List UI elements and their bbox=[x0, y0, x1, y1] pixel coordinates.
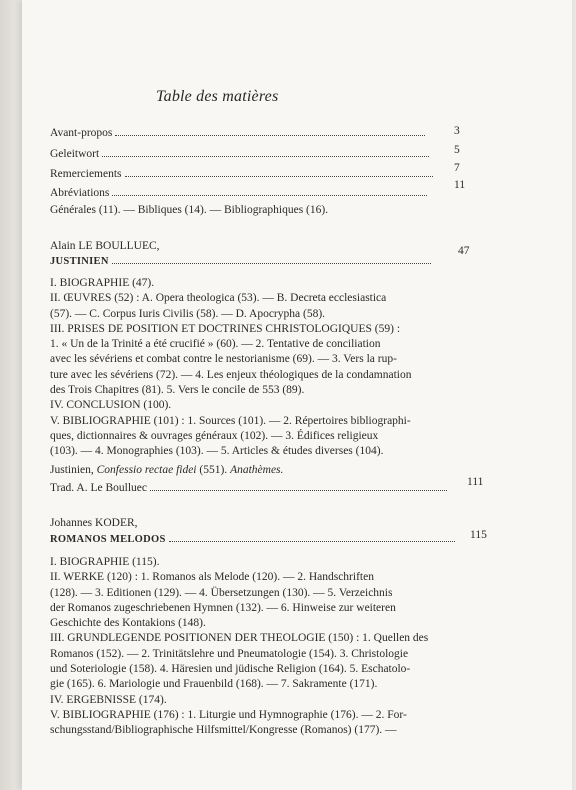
contents-line: ture avec les sévériens (72). — 4. Les enjeux théologiques de la condamnation bbox=[50, 368, 412, 381]
page-title: Table des matières bbox=[156, 88, 279, 105]
contents-line: III. PRISES DE POSITION ET DOCTRINES CHRISTOLOGIQUES (59) : bbox=[50, 322, 401, 335]
chapter-heading: JUSTINIEN bbox=[50, 256, 109, 267]
contents-line: Romanos (152). — 2. Trinitätslehre und Pneumatologie (154). 3. Christologie bbox=[50, 647, 409, 660]
leader-dots bbox=[112, 195, 427, 196]
contents-line: IV. ERGEBNISSE (174). bbox=[50, 693, 167, 706]
justinien-contents bbox=[50, 276, 440, 460]
confessio-prefix: Justinien, bbox=[50, 464, 97, 476]
toc-page: 111 bbox=[467, 476, 484, 488]
contents-line: I. BIOGRAPHIE (47). bbox=[50, 277, 155, 289]
toc-label: Trad. A. Le Boulluec bbox=[50, 482, 147, 494]
chapter-heading: ROMANOS MELODOS bbox=[50, 534, 166, 545]
contents-line: I. BIOGRAPHIE (115). bbox=[50, 556, 160, 568]
contents-line: und Soteriologie (158). 4. Häresien und jüdische Religion (164). 5. Eschatolo- bbox=[50, 663, 411, 676]
contents-line: Geschichte des Kontakions (148). bbox=[50, 617, 206, 630]
contents-line: V. BIBLIOGRAPHIE (101) : 1. Sources (101). — 2. Répertoires bibliographi- bbox=[50, 414, 411, 427]
confessio-entry bbox=[50, 463, 283, 477]
contents-line: der Romanos zugeschriebenen Hymnen (132). — 6. Hinweise zur weiteren bbox=[50, 601, 396, 614]
page-gutter bbox=[0, 0, 22, 790]
contents-line: V. BIBLIOGRAPHIE (176) : 1. Liturgie und Hymnographie (176). — 2. For- bbox=[50, 708, 407, 721]
contents-line: II. ŒUVRES (52) : A. Opera theologica (53). — B. Decreta ecclesiastica bbox=[50, 292, 387, 305]
confessio-title: Confessio rectae fidei bbox=[96, 464, 197, 476]
toc-page: 3 bbox=[454, 125, 460, 137]
toc-entry-remerciements bbox=[50, 167, 436, 181]
toc-page: 11 bbox=[454, 179, 466, 191]
toc-entry-romanos bbox=[50, 533, 458, 547]
contents-line: avec les sévériens et combat contre le nestorianisme (69). — 3. Vers la rup- bbox=[50, 353, 397, 366]
contents-line: II. WERKE (120) : 1. Romanos als Melode (120). — 2. Handschriften bbox=[50, 571, 374, 584]
toc-page: 115 bbox=[470, 529, 487, 541]
toc-label: Abréviations bbox=[50, 187, 110, 199]
leader-dots bbox=[150, 490, 447, 491]
contents-line: ques, dictionnaires & ouvrages généraux (102). — 3. Édifices religieux bbox=[50, 429, 379, 442]
contents-line: (128). — 3. Editionen (129). — 4. Übersetzungen (130). — 5. Verzeichnis bbox=[50, 586, 393, 599]
leader-dots bbox=[125, 176, 433, 177]
leader-dots bbox=[115, 135, 425, 136]
abbrev-detail: Générales (11). — Bibliques (14). — Bibliographiques (16). bbox=[50, 204, 329, 216]
toc-entry-justinien bbox=[50, 255, 434, 269]
contents-line: schungsstand/Bibliographische Hilfsmittel/Kongresse (Romanos) (177). — bbox=[50, 724, 397, 737]
toc-page: 7 bbox=[454, 162, 460, 174]
author-name: Johannes KODER, bbox=[50, 517, 138, 529]
contents-line: (103). — 4. Monographies (103). — 5. Articles & études diverses (104). bbox=[50, 445, 384, 458]
contents-line: gie (165). 6. Mariologie und Frauenbild (168). — 7. Sakramente (171). bbox=[50, 678, 378, 691]
leader-dots bbox=[112, 263, 431, 264]
toc-entry-trad bbox=[50, 481, 450, 495]
toc-page: 5 bbox=[454, 144, 460, 156]
toc-entry-abreviations bbox=[50, 186, 430, 200]
contents-line: 1. « Un de la Trinité a été crucifié » (60). — 2. Tentative de conciliation bbox=[50, 338, 381, 351]
leader-dots bbox=[169, 541, 455, 542]
confessio-date: (551). bbox=[196, 464, 231, 476]
romanos-contents bbox=[50, 555, 470, 739]
toc-entry-geleitwort bbox=[50, 147, 432, 161]
contents-line: III. GRUNDLEGENDE POSITIONEN DER THEOLOGIE (150) : 1. Quellen des bbox=[50, 632, 429, 645]
contents-line: (57). — C. Corpus Iuris Civilis (58). — D. Apocrypha (58). bbox=[50, 307, 326, 320]
author-name: Alain LE BOULLUEC, bbox=[50, 240, 160, 252]
leader-dots bbox=[102, 156, 429, 157]
toc-page: 47 bbox=[458, 245, 470, 257]
toc-entry-avant-propos bbox=[50, 126, 428, 140]
toc-label: Remerciements bbox=[50, 168, 122, 180]
confessio-anathemes: Anathèmes. bbox=[230, 464, 284, 476]
contents-line: IV. CONCLUSION (100). bbox=[50, 399, 172, 412]
toc-label: Geleitwort bbox=[50, 148, 100, 160]
toc-label: Avant-propos bbox=[50, 127, 113, 139]
contents-line: des Trois Chapitres (81). 5. Vers le concile de 553 (89). bbox=[50, 384, 305, 397]
